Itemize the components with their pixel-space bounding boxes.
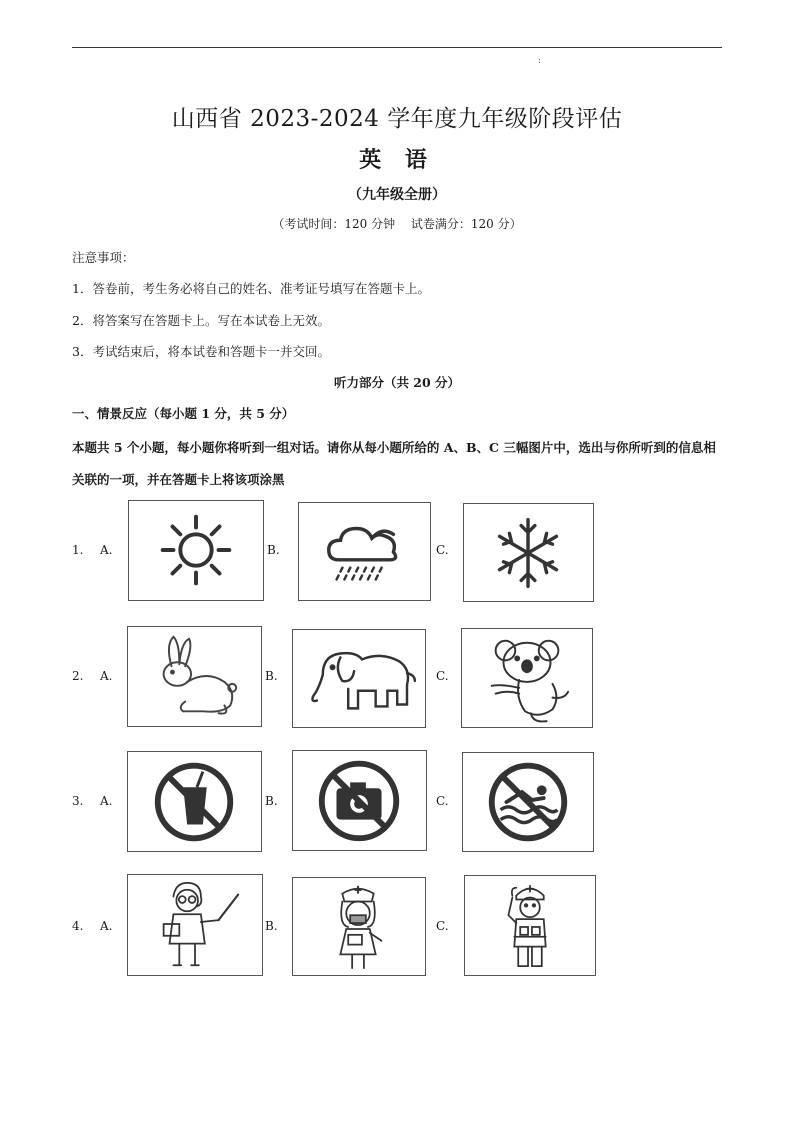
cloud-rain-icon — [299, 503, 430, 600]
q2-option-a-image[interactable] — [127, 626, 262, 727]
no-photos-icon — [293, 751, 426, 850]
snowflake-icon — [464, 504, 593, 601]
section-instruction: 本题共 5 个小题，每小题你将听到一组对话。请你从每小题所给的 A、B、C 三幅图片中，选出与你所听到的信息相关联的一项，并在答题卡上将该项涂黑 — [72, 440, 716, 487]
note-item: 1．答卷前，考生务必将自己的姓名、准考证号填写在答题卡上。 — [72, 281, 430, 296]
option-label: C. — [436, 794, 449, 808]
option-label: B. — [265, 669, 278, 683]
q4-option-b-image[interactable] — [292, 877, 426, 976]
question-number: 1. — [72, 543, 84, 557]
q4-option-c-image[interactable] — [464, 875, 596, 976]
header-rule — [72, 47, 722, 48]
question-number: 4. — [72, 919, 84, 933]
teacher-icon — [128, 875, 262, 975]
notes-heading: 注意事项： — [72, 250, 135, 265]
elephant-icon — [293, 630, 425, 727]
soldier-icon — [465, 876, 595, 975]
option-label: A. — [100, 669, 113, 683]
q2-option-c-image[interactable] — [461, 628, 593, 728]
sun-icon — [129, 501, 263, 600]
exam-title: 山西省 2023-2024 学年度九年级阶段评估 — [171, 106, 623, 132]
q1-option-b-image[interactable] — [298, 502, 431, 601]
option-label: B. — [265, 919, 278, 933]
koala-icon — [462, 629, 592, 727]
option-label: A. — [100, 794, 113, 808]
listening-part-title: 听力部分（共 20 分） — [333, 375, 461, 390]
q4-option-a-image[interactable] — [127, 874, 263, 976]
exam-time: （考试时间：120 分钟 — [272, 217, 396, 231]
note-item: 3．考试结束后，将本试卷和答题卡一并交回。 — [72, 344, 330, 359]
option-label: C. — [436, 669, 449, 683]
q3-option-a-image[interactable] — [127, 751, 262, 852]
no-swimming-icon — [463, 753, 593, 851]
option-label: C. — [436, 919, 449, 933]
q2-option-b-image[interactable] — [292, 629, 426, 728]
no-drinks-icon — [128, 752, 261, 851]
exam-score: 试卷满分：120 分） — [410, 217, 522, 231]
page-mark: : — [538, 56, 542, 66]
note-item: 2．将答案写在答题卡上。写在本试卷上无效。 — [72, 313, 330, 328]
question-number: 3. — [72, 794, 84, 808]
exam-subject: 英 语 — [359, 147, 435, 173]
q1-option-c-image[interactable] — [463, 503, 594, 602]
option-label: A. — [100, 543, 113, 557]
q1-option-a-image[interactable] — [128, 500, 264, 601]
option-label: C. — [436, 543, 449, 557]
question-number: 2. — [72, 669, 84, 683]
nurse-icon — [293, 878, 425, 975]
exam-info — [0, 215, 794, 232]
q3-option-c-image[interactable] — [462, 752, 594, 852]
option-label: B. — [267, 543, 280, 557]
rabbit-icon — [128, 627, 261, 726]
q3-option-b-image[interactable] — [292, 750, 427, 851]
option-label: A. — [100, 919, 113, 933]
exam-grade: （九年级全册） — [348, 187, 446, 203]
option-label: B. — [265, 794, 278, 808]
section-title: 一、情景反应（每小题 1 分，共 5 分） — [72, 406, 295, 421]
